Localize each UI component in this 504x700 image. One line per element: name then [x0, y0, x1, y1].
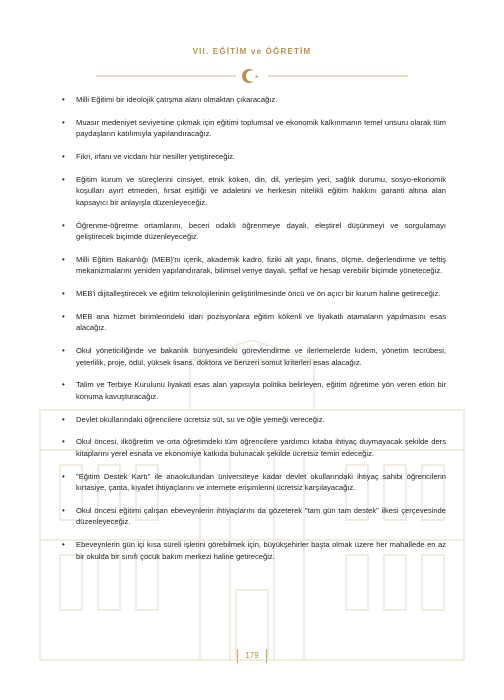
bullet-marker: • — [62, 471, 65, 481]
chapter-title: VII. EĞİTİM ve ÖĞRETİM — [192, 47, 312, 56]
list-item — [62, 174, 446, 209]
list-item-text: Milli Eğitimi bir ideolojik çatışma alanı olmaktan çıkaracağız. — [76, 95, 278, 104]
bullet-marker: • — [62, 540, 65, 550]
page-number-text: 179 — [245, 651, 259, 660]
list-item-text: Fikri, irfanı ve vicdanı hür nesiller yetiştireceğiz. — [76, 151, 236, 161]
list-item — [62, 471, 446, 494]
list-item — [62, 379, 446, 402]
list-item — [62, 505, 446, 528]
bullet-marker: • — [62, 151, 65, 161]
list-item-text: Muasır medeniyet seviyesine çıkmak için eğitimi toplumsal ve ekonomik kalkınmanın temel unsuru olarak tüm paydaşların katılımıyla yapılandıracağız. — [76, 117, 446, 139]
list-item-text: Ebeveynlerin gün içi kısa süreli işlerini görebilmek için, büyükşehirler başta olmak üzere her mahallede en az bir okulda bir sınıfı çocuk bakım merkezi haline getireceğiz. — [76, 540, 446, 561]
list-item-text: Öğrenme-öğretme ortamlarını, beceri odaklı öğrenmeye dayalı, eleştirel düşünmeyi ve sorgulamayı geliştirecek biçimde düzenleyeceğiz. — [76, 220, 446, 242]
bullet-marker: • — [62, 346, 65, 356]
list-item — [62, 414, 446, 426]
bullet-marker: • — [62, 505, 65, 515]
list-item — [62, 288, 446, 300]
list-item — [62, 539, 446, 562]
list-item — [62, 311, 446, 334]
crescent-star-icon — [242, 69, 259, 83]
bullet-marker: • — [62, 414, 65, 424]
list-item-text: Okul yöneticiliğinde ve bakanlık bünyesindeki görevlendirme ve ilerlemelerde kıdem, yönetim tecrübesi, yeterlilik, proje, ödül, yüksek lisans, doktora ve benzeri somut kriterleri esas alacağız. — [76, 346, 446, 367]
list-item — [62, 254, 446, 277]
list-item-text: "Eğitim Destek Kartı" ile anaokulundan üniversiteye kadar devlet okullarındaki ihtiyaç sahibi öğrencilerin kırtasiye, çanta, kıyafet ihtiyaçlarını ve internete erişimlerini ücretsiz karşılayacağız. — [76, 471, 446, 493]
list-item-text: MEB'i dijitalleştirecek ve eğitim teknolojilerinin geliştirilmesinde öncü ve ön açıcı bir kurum haline getireceğiz. — [76, 289, 441, 299]
list-item-text: Okul öncesi eğitimi çalışan ebeveynlerin ihtiyaçlarını da gözeterek "tam gün tam destek" ilkesi çerçevesinde düzenleyeceğiz. — [76, 505, 446, 527]
bullet-marker: • — [62, 437, 65, 447]
bullet-marker: • — [62, 95, 65, 104]
list-item-text: Talim ve Terbiye Kurulunu liyakati esas alan yapısıyla politika belirleyen, eğitim öğretime yön veren etkin bir konuma kavuşturacağız. — [76, 380, 446, 401]
header-divider — [96, 64, 408, 88]
bullet-marker: • — [62, 380, 65, 390]
bullet-marker: • — [62, 254, 65, 264]
page-number-left-bar — [237, 649, 238, 663]
list-item-text: Milli Eğitim Bakanlığı (MEB)'nı içerik, akademik kadro, fiziki alt yapı, finans, ölçme, değerlendirme ve teftiş mekanizmalarını yeniden yapılandırarak, bilimsel veriye dayalı, şeffaf ve hesap verebilir biçimde yöneteceğiz. — [76, 254, 446, 276]
list-item — [62, 117, 446, 140]
bullet-marker: • — [62, 220, 65, 230]
bullet-marker: • — [62, 117, 65, 127]
list-item-text: Okul öncesi, ilköğretim ve orta öğretimdeki tüm öğrencilere yardımcı kitaba ihtiyaç duymayacak şekilde ders kitaplarını yerel esnafa ve ekonomiye katkıda bulunacak şekilde ücretsiz temin edeceğiz. — [76, 437, 446, 458]
page-number — [237, 647, 267, 665]
list-item-text: MEB ana hizmet birimlerindeki idari pozisyonlara eğitim kökenli ve liyakatli atamaların yapılmasını esas alacağız. — [76, 311, 446, 333]
bullet-marker: • — [62, 311, 65, 321]
list-item-text: Devlet okullarındaki öğrencilere ücretsiz süt, su ve öğle yemeği vereceğiz. — [76, 414, 325, 424]
bullet-list — [62, 94, 446, 573]
list-item — [62, 345, 446, 368]
list-item — [62, 94, 446, 106]
list-item — [62, 436, 446, 459]
list-item — [62, 220, 446, 243]
page-number-right-bar — [266, 649, 267, 663]
bullet-marker: • — [62, 174, 65, 184]
bullet-marker: • — [62, 289, 65, 299]
list-item — [62, 151, 446, 163]
list-item-text: Eğitim kurum ve süreçlerini cinsiyet, etnik köken, din, dil, yerleşim yeri, sağlık durumu, sosyo-ekonomik koşulları ayırt etmeden, fırsat eşitliği ve adaletini ve herkesin nitelikli eğitim hakkını garanti altına alan kapsayıcı bir anlayışla düzenleyeceğiz. — [76, 174, 446, 207]
